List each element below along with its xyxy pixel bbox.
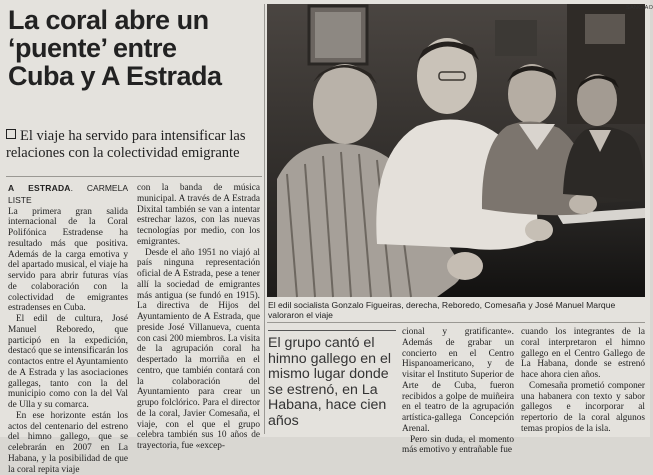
byline-author: . CARMELA LISTE <box>8 183 128 205</box>
body-column-2 <box>137 183 260 452</box>
headline-line: La coral abre un <box>8 5 209 35</box>
photo-caption: El edil socialista Gonzalo Figueiras, derecha, Reboredo, Comesaña y José Manuel Marque valoraron el viaje <box>268 300 616 320</box>
paragraph: con la banda de música municipal. A través de A Estrada Dixital también se van a intentar estrechar lazos, con las nuevas tecnologías por medio, con los emigrantes. <box>137 183 260 247</box>
paragraph: En ese horizonte están los actos del centenario del estreno del himno gallego, que se celebrarán en 2007 en La Habana, y la posibilidad de que la coral repita viaje <box>8 410 128 475</box>
subheadline <box>6 128 261 162</box>
divider <box>267 322 645 323</box>
paragraph: La primera gran salida internacional de la Coral Polifónica Estradense ha resultado más que positiva. Además de la carga emotiva y del apartado musical, el viaje ha servido para abrir futuras vías de colaboración con la colectividad de emigrantes estradenses en Cuba. <box>8 206 128 314</box>
body-column-1 <box>8 183 128 475</box>
paragraph: cuando los integrantes de la coral interpretaron el himno gallego en el Centro Gallego de La Habana, donde se estrenó hace ahora cien años. <box>521 327 645 380</box>
photo-credit: SANGIAO <box>626 5 653 11</box>
byline-place: A ESTRADA <box>8 183 71 193</box>
byline <box>8 183 128 207</box>
headline-line: Cuba y A Estrada <box>8 61 222 91</box>
body-column-3 <box>402 327 514 456</box>
headline <box>8 6 263 90</box>
body-column-4 <box>521 327 645 435</box>
article-photo <box>267 4 645 297</box>
square-bullet-icon <box>6 129 16 139</box>
paragraph: Desde el año 1951 no viajó al país ninguna representación oficial de A Estrada, pese a tener allí la sociedad de emigrantes más antigua (se fundó en 1915). La directiva de Hijos del Ayuntamiento de A Estrada, que preside José Villanueva, cuenta con casi 200 miembros. La visita de la agrupación coral ha despertado la morriña en el centro, que también contará con la colaboración del Ayuntamiento para crear un grupo folclórico. Para el director de la coral, Javier Comesaña, el viaje, con el que el grupo celebra también sus 10 años de trayectoria, fue «excep- <box>137 247 260 451</box>
column-divider <box>264 4 265 434</box>
divider <box>6 176 262 177</box>
paragraph: El edil de cultura, José Manuel Reboredo, que participó en la expedición, destacó que se intensificarán los contactos entre el Ayuntamiento de A Estrada y las asociaciones gallegas, tanto con la del municipio como con la del Val de Ulla y su comarca. <box>8 314 128 410</box>
pull-quote: El grupo cantó el himno gallego en el mismo lugar donde se estrenó, en La Habana, hace cien años <box>268 330 396 429</box>
subheadline-text: El viaje ha servido para intensificar las relaciones con la colectividad emigrante <box>6 128 246 161</box>
paragraph: Pero sin duda, el momento más emotivo y entrañable fue <box>402 434 514 456</box>
headline-line: ‘puente’ entre <box>8 33 177 63</box>
photo-image <box>267 4 645 297</box>
paragraph: Comesaña prometió componer una habanera con texto y sabor gallegos e incorporar al repertorio de la coral algunos temas propios de la isla. <box>521 380 645 434</box>
paragraph: cional y gratificante». Además de grabar un concierto en el Centro Hispanoamericano, y de visitar el Instituto Superior de Arte de Cuba, fueron recibidos a golpe de muiñeira en el teatro de la agrupación artística-gallega Concepción Arenal. <box>402 327 514 434</box>
